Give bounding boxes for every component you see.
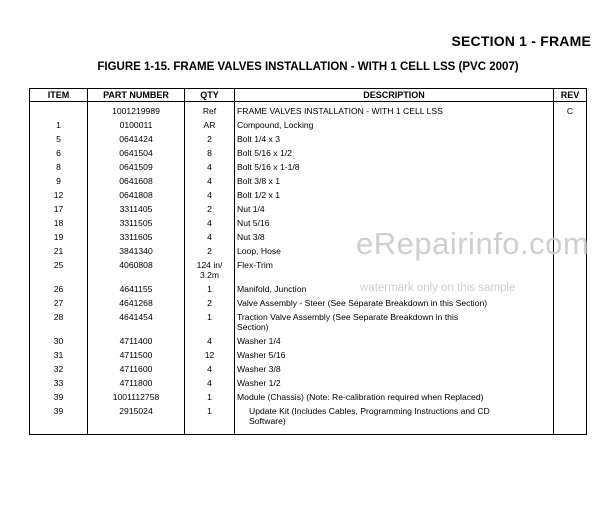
- cell-qty: 2: [185, 202, 235, 216]
- cell-rev: [554, 146, 587, 160]
- cell-part-number: 3311405: [88, 202, 185, 216]
- cell-item: 39: [30, 390, 88, 404]
- table-row: [30, 362, 587, 376]
- cell-description: Compound, Locking: [235, 118, 554, 132]
- cell-qty: 4: [185, 188, 235, 202]
- cell-description: Washer 5/16: [235, 348, 554, 362]
- cell-part-number: 3311605: [88, 230, 185, 244]
- cell-item: 30: [30, 334, 88, 348]
- cell-rev: [554, 390, 587, 404]
- cell-rev: [554, 404, 587, 435]
- table-row: [30, 132, 587, 146]
- cell-qty: 2: [185, 244, 235, 258]
- cell-description: Nut 5/16: [235, 216, 554, 230]
- cell-qty: 2: [185, 296, 235, 310]
- cell-item: 27: [30, 296, 88, 310]
- column-header-description: DESCRIPTION: [235, 89, 554, 102]
- cell-part-number: 0641504: [88, 146, 185, 160]
- cell-item: 19: [30, 230, 88, 244]
- cell-part-number: 4641268: [88, 296, 185, 310]
- table-row: [30, 104, 587, 118]
- cell-qty: 1: [185, 282, 235, 296]
- table-row: [30, 404, 587, 435]
- table-row: [30, 174, 587, 188]
- cell-item: 39: [30, 404, 88, 435]
- cell-rev: [554, 174, 587, 188]
- cell-item: 6: [30, 146, 88, 160]
- cell-rev: [554, 202, 587, 216]
- watermark-subtext: watermark only on this sample: [360, 282, 516, 294]
- cell-item: 28: [30, 310, 88, 334]
- table-row: [30, 146, 587, 160]
- table-row: [30, 390, 587, 404]
- cell-description: Update Kit (Includes Cables, Programming Instructions and CD Software): [235, 404, 554, 435]
- cell-part-number: 1001112758: [88, 390, 185, 404]
- cell-qty: 4: [185, 230, 235, 244]
- cell-part-number: 4711800: [88, 376, 185, 390]
- cell-item: 8: [30, 160, 88, 174]
- cell-rev: [554, 160, 587, 174]
- table-row: [30, 188, 587, 202]
- cell-rev: [554, 188, 587, 202]
- table-row: [30, 310, 587, 334]
- cell-description: Nut 3/8: [235, 230, 554, 244]
- cell-qty: 8: [185, 146, 235, 160]
- cell-item: 1: [30, 118, 88, 132]
- cell-description: Traction Valve Assembly (See Separate Breakdown in this Section): [235, 310, 554, 334]
- column-header-part-number: PART NUMBER: [88, 89, 185, 102]
- cell-description: Washer 3/8: [235, 362, 554, 376]
- section-title: SECTION 1 - FRAME: [451, 33, 591, 49]
- cell-rev: [554, 376, 587, 390]
- cell-description: Bolt 3/8 x 1: [235, 174, 554, 188]
- cell-part-number: 4711500: [88, 348, 185, 362]
- cell-part-number: 3841340: [88, 244, 185, 258]
- cell-item: 21: [30, 244, 88, 258]
- cell-qty: 2: [185, 132, 235, 146]
- cell-qty: 1: [185, 310, 235, 334]
- cell-description: Module (Chassis) (Note: Re-calibration required when Replaced): [235, 390, 554, 404]
- cell-qty: 4: [185, 174, 235, 188]
- cell-part-number: 4711400: [88, 334, 185, 348]
- cell-item: 5: [30, 132, 88, 146]
- cell-part-number: 0641424: [88, 132, 185, 146]
- cell-description: Flex-Trim: [235, 258, 554, 282]
- table-row: [30, 118, 587, 132]
- cell-description: Manifold, Junction: [235, 282, 554, 296]
- table-row: [30, 348, 587, 362]
- cell-rev: C: [554, 104, 587, 118]
- cell-item: 25: [30, 258, 88, 282]
- cell-description: Bolt 1/2 x 1: [235, 188, 554, 202]
- cell-item: 32: [30, 362, 88, 376]
- cell-part-number: 1001219989: [88, 104, 185, 118]
- cell-description: Valve Assembly - Steer (See Separate Breakdown in this Section): [235, 296, 554, 310]
- cell-description: Loop, Hose: [235, 244, 554, 258]
- cell-description: Washer 1/4: [235, 334, 554, 348]
- table-row: [30, 296, 587, 310]
- cell-description: Nut 1/4: [235, 202, 554, 216]
- table-row: [30, 376, 587, 390]
- cell-description: Washer 1/2: [235, 376, 554, 390]
- cell-part-number: 3311505: [88, 216, 185, 230]
- cell-part-number: 2915024: [88, 404, 185, 435]
- cell-rev: [554, 296, 587, 310]
- cell-rev: [554, 334, 587, 348]
- cell-description: Bolt 5/16 x 1-1/8: [235, 160, 554, 174]
- cell-qty: 4: [185, 160, 235, 174]
- cell-item: 18: [30, 216, 88, 230]
- cell-item: [30, 104, 88, 118]
- cell-description: Bolt 5/16 x 1/2: [235, 146, 554, 160]
- cell-item: 17: [30, 202, 88, 216]
- cell-qty: 12: [185, 348, 235, 362]
- cell-item: 31: [30, 348, 88, 362]
- cell-qty: 4: [185, 216, 235, 230]
- cell-qty: 4: [185, 334, 235, 348]
- column-header-qty: QTY: [185, 89, 235, 102]
- cell-qty: 1: [185, 390, 235, 404]
- column-header-item: ITEM: [30, 89, 88, 102]
- table-row: [30, 334, 587, 348]
- cell-rev: [554, 282, 587, 296]
- figure-title: FIGURE 1-15. FRAME VALVES INSTALLATION - WITH 1 CELL LSS (PVC 2007): [97, 61, 519, 73]
- cell-qty: AR: [185, 118, 235, 132]
- cell-item: 33: [30, 376, 88, 390]
- table-header-row: [30, 89, 587, 102]
- cell-item: 12: [30, 188, 88, 202]
- table-body: [30, 102, 590, 435]
- cell-qty: 1: [185, 404, 235, 435]
- cell-rev: [554, 348, 587, 362]
- watermark-text: eRepairinfo.com: [356, 226, 590, 261]
- cell-description: FRAME VALVES INSTALLATION - WITH 1 CELL LSS: [235, 104, 554, 118]
- cell-part-number: 0641608: [88, 174, 185, 188]
- cell-item: 9: [30, 174, 88, 188]
- cell-qty: Ref: [185, 104, 235, 118]
- cell-rev: [554, 132, 587, 146]
- cell-rev: [554, 310, 587, 334]
- cell-part-number: 4641155: [88, 282, 185, 296]
- cell-qty: 4: [185, 362, 235, 376]
- cell-part-number: 0641509: [88, 160, 185, 174]
- table-row: [30, 202, 587, 216]
- cell-qty: 124 in/ 3.2m: [185, 258, 235, 282]
- column-header-rev: REV: [554, 89, 587, 102]
- cell-rev: [554, 118, 587, 132]
- cell-part-number: 4641454: [88, 310, 185, 334]
- cell-rev: [554, 362, 587, 376]
- cell-part-number: 0100011: [88, 118, 185, 132]
- cell-part-number: 4711600: [88, 362, 185, 376]
- cell-part-number: 4060808: [88, 258, 185, 282]
- cell-qty: 4: [185, 376, 235, 390]
- cell-part-number: 0641808: [88, 188, 185, 202]
- cell-item: 26: [30, 282, 88, 296]
- table-row: [30, 160, 587, 174]
- cell-description: Bolt 1/4 x 3: [235, 132, 554, 146]
